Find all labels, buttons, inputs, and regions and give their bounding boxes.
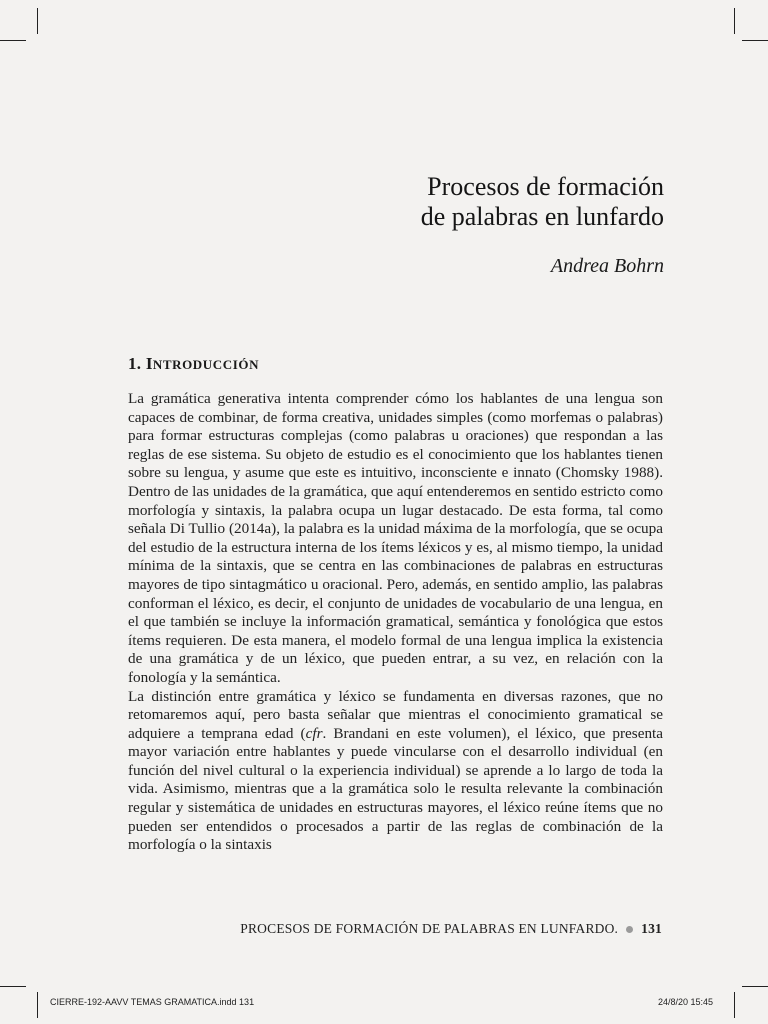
- section-initial: I: [145, 354, 153, 373]
- paragraph-2-part-2: . Brandani en este volumen), el léxico, que presenta mayor variación entre hablantes y puede vincularse con el desarrollo individual (en función del nivel cultural o la experiencia individual) se aprende a lo largo de toda la vida. Asimismo, mientras que a la gramática solo le resulta relevante la combinación regular y sistemática de unidades en estructuras mayores, el léxico reúne ítems que no pueden ser entendidos o procesados a partir de las reglas de combinación de la morfología o la sintaxis: [128, 724, 664, 854]
- crop-mark-bottom-right-horizontal: [742, 986, 768, 987]
- running-footer-title: PROCESOS DE FORMACIÓN DE PALABRAS EN LUNFARDO.: [240, 921, 619, 936]
- page-number: 131: [641, 921, 662, 936]
- cfr-abbreviation: cfr: [305, 724, 323, 742]
- crop-mark-top-left-vertical: [37, 8, 38, 34]
- section-number: 1.: [128, 354, 142, 373]
- paragraph-2-part-1: La distinción entre gramática y léxico se fundamenta en diversas razones, que no retomaremos aquí, pero basta señalar que mientras el conocimiento gramatical se adquiere a temprana edad (: [128, 687, 663, 742]
- crop-mark-bottom-left-horizontal: [0, 986, 26, 987]
- paragraph-2: [128, 688, 663, 855]
- crop-mark-top-left-horizontal: [0, 40, 26, 41]
- section-heading: [128, 354, 259, 374]
- chapter-title-line-1: Procesos de formación: [427, 172, 664, 201]
- crop-mark-top-right-horizontal: [742, 40, 768, 41]
- chapter-title: [421, 172, 664, 232]
- section-title-rest: NTRODUCCIÓN: [152, 357, 260, 372]
- crop-mark-bottom-right-vertical: [734, 992, 735, 1018]
- slug-filename: CIERRE-192-AAVV TEMAS GRAMATICA.indd 131: [50, 997, 255, 1007]
- slug-date: 24/8/20 15:45: [658, 997, 714, 1007]
- running-footer: [240, 921, 662, 937]
- chapter-title-line-2: de palabras en lunfardo: [420, 202, 664, 231]
- body-text: [128, 390, 663, 855]
- crop-mark-top-right-vertical: [734, 8, 735, 34]
- crop-mark-bottom-left-vertical: [37, 992, 38, 1018]
- author-name: Andrea Bohrn: [550, 255, 664, 277]
- paragraph-1: La gramática generativa intenta comprender cómo los hablantes de una lengua son capaces de combinar, de forma creativa, unidades simples (como morfemas o palabras) para formar estructuras complejas (como palabras u oraciones) que respondan a las reglas de ese sistema. Su objeto de estudio es el conocimiento que los hablantes tienen sobre su lengua, y asume que este es intuitivo, inconsciente e innato (Chomsky 1988). Dentro de las unidades de la gramática, que aquí entenderemos en sentido estricto como morfología y sintaxis, la palabra ocupa un lugar destacado. De esta forma, tal como señala Di Tullio (2014a), la palabra es la unidad máxima de la morfología, que se ocupa del estudio de la estructura interna de los ítems léxicos y es, al mismo tiempo, la unidad mínima de la sintaxis, que se centra en las combinaciones de palabras en estructuras mayores de tipo sintagmático u oracional. Pero, además, en sentido amplio, las palabras conforman el léxico, es decir, el conjunto de unidades de vocabulario de una lengua, en el que también se incluye la información gramatical, semántica y fonológica que estos ítems requieren. De esta manera, el modelo formal de una lengua implica la existencia de una gramática y de un léxico, que pueden entrar, a su vez, en relación con la fonología y la semántica.: [128, 390, 663, 686]
- bullet-dot-icon: [626, 926, 633, 933]
